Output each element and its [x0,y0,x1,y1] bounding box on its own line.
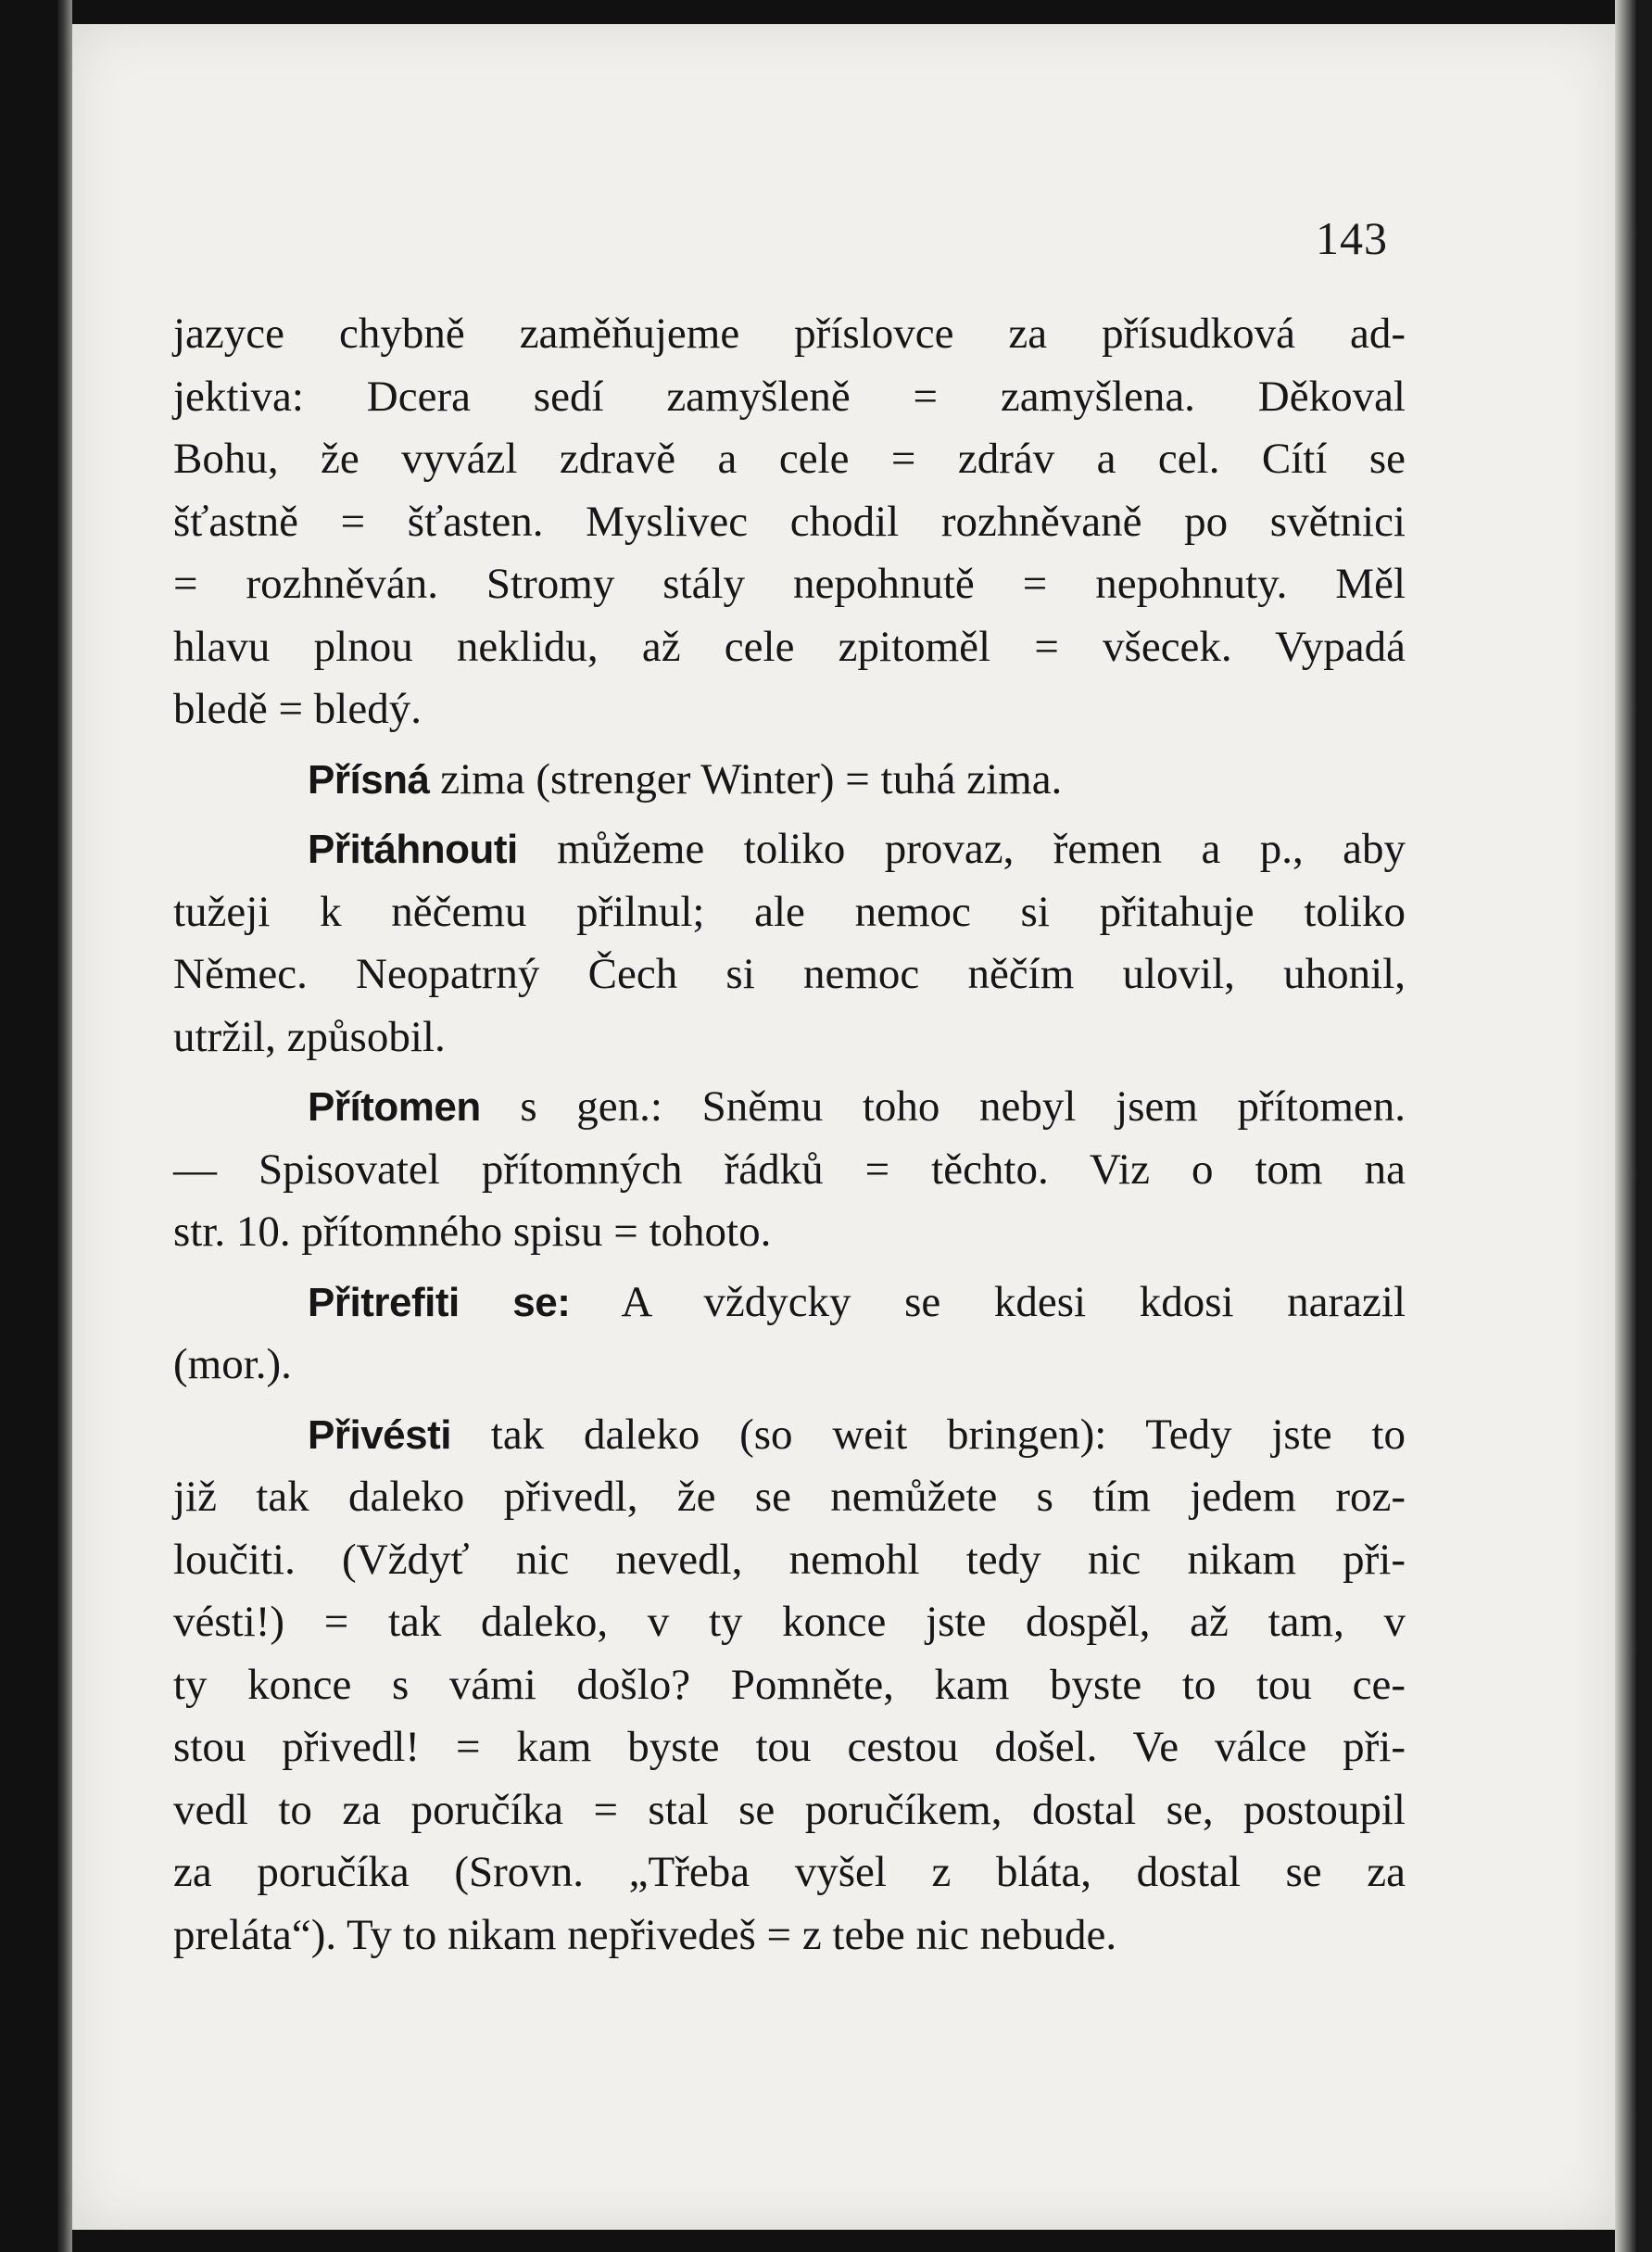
entry-headword: Přivésti [308,1411,451,1458]
text-line: = rozhněván. Stromy stály nepohnutě = nepohnuty. Měl [173,560,1406,608]
entry-privesti [173,1404,1406,1967]
entry-text: zima (strenger Winter) = tuhá zima. [429,754,1063,803]
entry-headword: Přitrefiti se: [308,1279,571,1325]
text-line [173,1404,1406,1467]
text-line: utržil, způsobil. [173,1012,446,1061]
entry-pritahnouti [173,818,1406,1069]
entry-text: s gen.: Sněmu toho nebyl jsem přítomen. [480,1082,1406,1131]
paragraph-adverbs [173,303,1406,741]
text-line: ty konce s vámi došlo? Pomněte, kam byste to tou ce- [173,1660,1406,1709]
entry-text: můžeme toliko provaz, řemen a p., aby [517,825,1406,873]
text-line: hlavu plnou neklidu, až cele zpitoměl = všecek. Vypadá [173,622,1406,671]
text-line: — Spisovatel přítomných řádků = těchto. Viz o tom na [173,1145,1406,1194]
text-line: Bohu, že vyvázl zdravě a cele = zdráv a cel. Cítí se [173,435,1406,483]
entry-pritomen [173,1076,1406,1264]
text-line [173,1076,1406,1139]
entry-headword: Přitáhnouti [308,827,518,872]
text-line: vedl to za poručíka = stal se poručíkem, dostal se, postoupil [173,1785,1406,1834]
text-line [173,749,1406,812]
text-line [173,1271,1406,1335]
page-body [173,303,1406,1967]
text-line: bledě = bledý. [173,685,422,733]
text-line: šťastně = šťasten. Myslivec chodil rozhněvaně po světnici [173,497,1406,546]
text-line [173,818,1406,881]
text-line: preláta“). Ty to nikam nepřivedeš = z tebe nic nebude. [173,1910,1117,1959]
book-gutter-edge [57,0,72,2252]
text-line: str. 10. přítomného spisu = tohoto. [173,1208,772,1256]
text-line: za poručíka (Srovn. „Třeba vyšel z bláta, dostal se za [173,1848,1406,1896]
text-line: vésti!) = tak daleko, v ty konce jste dospěl, až tam, v [173,1598,1406,1646]
text-line: loučiti. (Vždyť nic nevedl, nemohl tedy nic nikam při- [173,1535,1406,1584]
entry-prisna [173,749,1406,812]
page-right-edge [1615,0,1652,2252]
entry-text: tak daleko (so weit bringen): Tedy jste to [450,1410,1406,1459]
entry-headword: Přísná [308,756,430,803]
text-line: stou přivedl! = kam byste tou cestou došel. Ve válce při- [173,1723,1406,1771]
page-number: 143 [1316,212,1388,264]
text-line: Němec. Neopatrný Čech si nemoc něčím ulovil, uhonil, [173,950,1406,998]
entry-pritrefiti [173,1271,1406,1397]
text-line: (mor.). [173,1340,292,1388]
text-line: jazyce chybně zaměňujeme příslovce za přísudková ad- [173,310,1406,358]
text-line: jektiva: Dcera sedí zamyšleně = zamyšlena. Děkoval [173,372,1406,421]
text-line: tužeji k něčemu přilnul; ale nemoc si přitahuje toliko [173,887,1406,936]
entry-headword: Přítomen [308,1084,481,1130]
entry-text: A vždycky se kdesi kdosi narazil [570,1277,1406,1326]
text-line: již tak daleko přivedl, že se nemůžete s tím jedem roz- [173,1473,1406,1521]
